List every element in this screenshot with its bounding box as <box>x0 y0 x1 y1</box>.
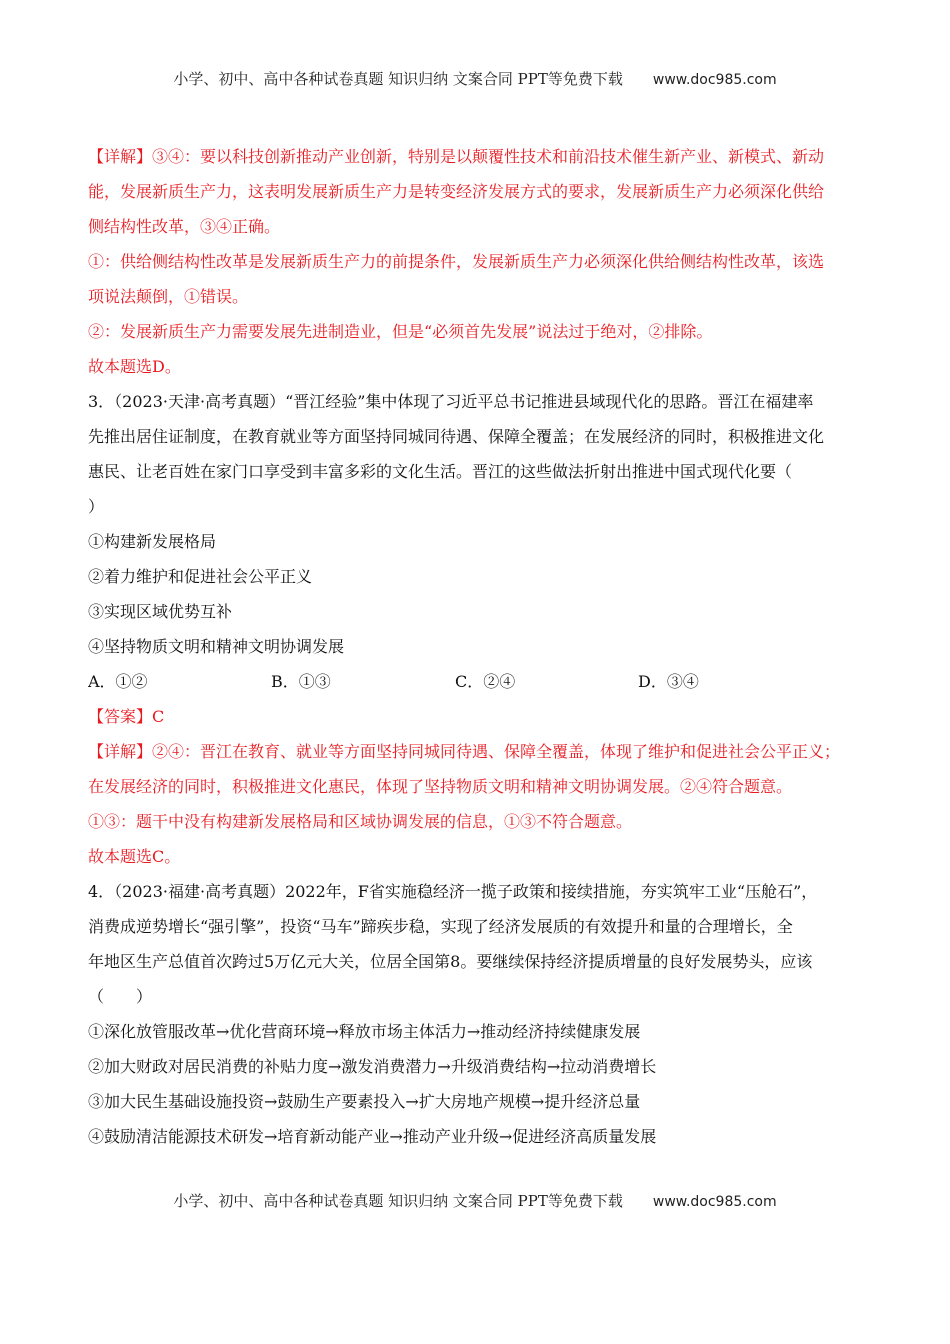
choice-b: B．①③ <box>271 672 331 691</box>
explanation-line: 故本题选D。 <box>88 357 181 376</box>
explanation-line: 在发展经济的同时，积极推进文化惠民，体现了坚持物质文明和精神文明协调发展。②④符合题意。 <box>88 777 793 796</box>
footer-site-link[interactable]: www.doc985.com <box>652 1194 777 1210</box>
question-stem-line: 先推出居住证制度，在教育就业等方面坚持同城同待遇、保障全覆盖；在发展经济的同时，积极推进文化 <box>88 427 825 446</box>
question-stem-line: （ ） <box>88 987 153 1006</box>
explanation-line: 能，发展新质生产力，这表明发展新质生产力是转变经济发展方式的要求，发展新质生产力必须深化供给 <box>88 182 825 201</box>
explanation-line: 项说法颠倒，①错误。 <box>88 287 249 306</box>
question-stem-line: 消费成逆势增长“强引擎”，投资“马车”蹄疾步稳，实现了经济发展质的有效提升和量的合理增长，全 <box>88 917 793 936</box>
option-item: ②加大财政对居民消费的补贴力度→激发消费潜力→升级消费结构→拉动消费增长 <box>88 1057 657 1076</box>
option-item: ④坚持物质文明和精神文明协调发展 <box>88 637 345 656</box>
option-item: ①构建新发展格局 <box>88 532 217 551</box>
option-item: ③实现区域优势互补 <box>88 602 233 621</box>
explanation-line: 侧结构性改革，③④正确。 <box>88 217 281 236</box>
footer-text: 小学、初中、高中各种试卷真题 知识归纳 文案合同 PPT等免费下载 <box>173 1192 623 1210</box>
choice-d: D．③④ <box>638 672 699 691</box>
question-3 <box>88 384 868 874</box>
answer-choices <box>88 664 868 699</box>
explanation-line: 【详解】③④：要以科技创新推动产业创新，特别是以颠覆性技术和前沿技术催生新产业、新模式、新动 <box>88 147 825 166</box>
question-stem-line: 惠民、让老百姓在家门口享受到丰富多彩的文化生活。晋江的这些做法折射出推进中国式现代化要（ <box>88 462 793 481</box>
option-item: ①深化放管服改革→优化营商环境→释放市场主体活力→推动经济持续健康发展 <box>88 1022 641 1041</box>
document-body <box>88 139 868 1154</box>
question-stem-line: 3．（2023·天津·高考真题）“晋江经验”集中体现了习近平总书记推进县域现代化的思路。晋江在福建率 <box>88 392 814 411</box>
question-stem-line: 年地区生产总值首次跨过5万亿元大关，位居全国第8。要继续保持经济提质增量的良好发展势头，应该 <box>88 952 813 971</box>
page-footer <box>0 1190 950 1211</box>
q2-explanation <box>88 139 868 384</box>
choice-a: A．①② <box>88 672 148 691</box>
header-text: 小学、初中、高中各种试卷真题 知识归纳 文案合同 PPT等免费下载 <box>173 70 623 88</box>
choice-c: C．②④ <box>455 672 516 691</box>
explanation-line: 【详解】②④：晋江在教育、就业等方面坚持同城同待遇、保障全覆盖，体现了维护和促进社会公平正义； <box>88 742 841 761</box>
option-item: ③加大民生基础设施投资→鼓励生产要素投入→扩大房地产规模→提升经济总量 <box>88 1092 641 1111</box>
explanation-line: ①③：题干中没有构建新发展格局和区域协调发展的信息，①③不符合题意。 <box>88 812 633 831</box>
page-header <box>0 68 950 89</box>
header-site-link[interactable]: www.doc985.com <box>652 72 777 88</box>
explanation-line: 故本题选C。 <box>88 847 181 866</box>
option-item: ②着力维护和促进社会公平正义 <box>88 567 313 586</box>
question-4 <box>88 874 868 1154</box>
answer-line: 【答案】C <box>88 707 165 726</box>
question-stem-line: 4．（2023·福建·高考真题）2022年，F省实施稳经济一揽子政策和接续措施，夯实筑牢工业“压舱石”， <box>88 882 818 901</box>
option-item: ④鼓励清洁能源技术研发→培育新动能产业→推动产业升级→促进经济高质量发展 <box>88 1127 657 1146</box>
explanation-line: ②：发展新质生产力需要发展先进制造业，但是“必须首先发展”说法过于绝对，②排除。 <box>88 322 713 341</box>
question-stem-line: ） <box>88 497 105 516</box>
explanation-line: ①：供给侧结构性改革是发展新质生产力的前提条件，发展新质生产力必须深化供给侧结构性改革，该选 <box>88 252 825 271</box>
